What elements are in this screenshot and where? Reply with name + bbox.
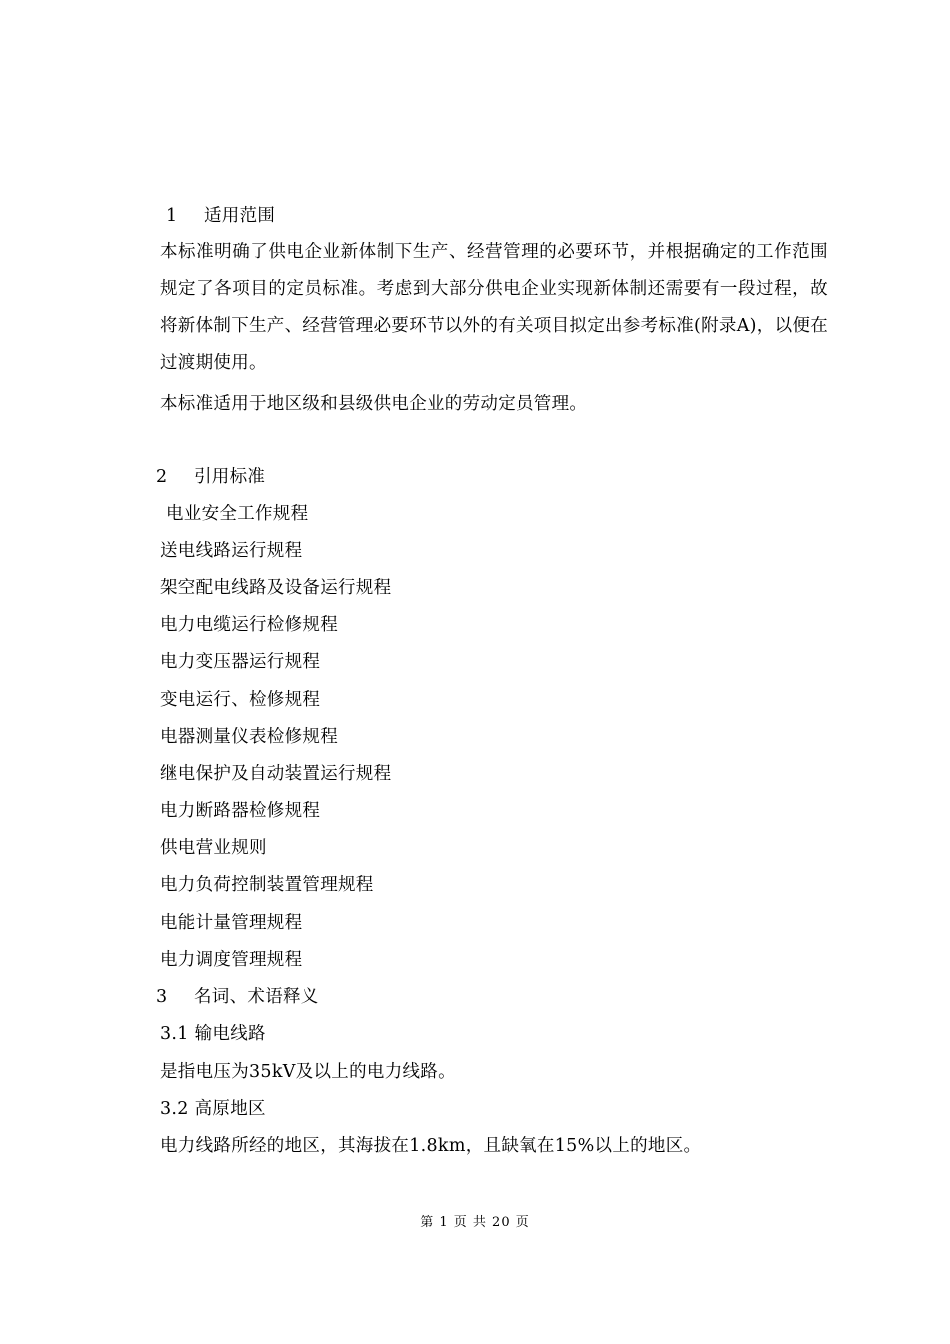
section3-title: 名词、术语释义 <box>194 987 319 1007</box>
reference-item-4: 电力电缆运行检修规程 <box>160 615 338 635</box>
section3-heading <box>156 986 319 1008</box>
section1-title: 适用范围 <box>204 206 276 226</box>
term-3-1-heading: 3.1 输电线路 <box>160 1024 266 1044</box>
section2-number: 2 <box>156 467 168 487</box>
term-3-1-definition: 是指电压为35kV及以上的电力线路。 <box>160 1062 456 1082</box>
page-footer: 第 1 页 共 20 页 <box>420 1215 530 1230</box>
reference-item-6: 变电运行、检修规程 <box>160 690 321 710</box>
section1-heading <box>166 205 275 227</box>
term-3-2-definition: 电力线路所经的地区，其海拔在1.8km，且缺氧在15%以上的地区。 <box>160 1136 702 1156</box>
section2-title: 引用标准 <box>194 467 266 487</box>
reference-item-1: 电业安全工作规程 <box>166 504 309 524</box>
reference-item-3: 架空配电线路及设备运行规程 <box>160 578 392 598</box>
reference-item-5: 电力变压器运行规程 <box>160 652 321 672</box>
reference-item-11: 电力负荷控制装置管理规程 <box>160 875 374 895</box>
section2-heading <box>156 466 265 488</box>
reference-item-2: 送电线路运行规程 <box>160 541 303 561</box>
section3-number: 3 <box>156 987 168 1007</box>
section1-paragraph-2: 本标准适用于地区级和县级供电企业的劳动定员管理。 <box>160 394 588 414</box>
reference-item-13: 电力调度管理规程 <box>160 950 303 970</box>
reference-item-12: 电能计量管理规程 <box>160 913 303 933</box>
reference-item-9: 电力断路器检修规程 <box>160 801 321 821</box>
reference-item-10: 供电营业规则 <box>160 838 267 858</box>
section1-paragraph-1: 本标准明确了供电企业新体制下生产、经营管理的必要环节，并根据确定的工作范围规定了各项目的定员标准。考虑到大部分供电企业实现新体制还需要有一段过程，故将新体制下生产、经营管理必要环节以外的有关项目拟定出参考标准(附录A)，以便在过渡期使用。 <box>160 242 828 373</box>
section1-number: 1 <box>166 206 178 226</box>
reference-item-8: 继电保护及自动装置运行规程 <box>160 764 392 784</box>
term-3-2-heading: 3.2 高原地区 <box>160 1099 266 1119</box>
reference-item-7: 电器测量仪表检修规程 <box>160 727 338 747</box>
